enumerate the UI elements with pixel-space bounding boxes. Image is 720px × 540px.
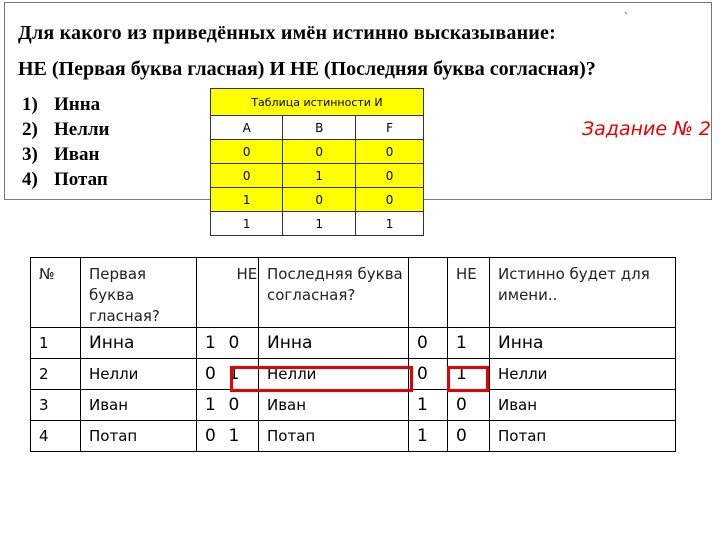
header-number: № xyxy=(31,258,81,328)
answer-option: 1) Инна xyxy=(22,94,101,115)
answer-option: 3) Иван xyxy=(22,144,100,165)
truth-table xyxy=(210,88,424,236)
truth-row: 1 1 1 xyxy=(211,212,424,236)
solution-table xyxy=(30,257,676,452)
truth-row: 0 1 0 xyxy=(211,164,424,188)
header-result: Истинно будет для имени.. xyxy=(490,258,676,328)
highlight-box-ivan xyxy=(230,366,413,392)
truth-table-title: Таблица истинности И xyxy=(211,89,424,116)
header-blank xyxy=(409,258,448,328)
table-row: 2 Нелли 0 1 Нелли 0 1 Нелли xyxy=(31,359,676,390)
table-row: 3 Иван 1 0 Иван 1 0 Иван xyxy=(31,390,676,421)
question-line-2: НЕ (Первая буква гласная) И НЕ (Последняя буква согласная)? xyxy=(18,58,596,80)
truth-header: F xyxy=(356,116,424,140)
table-header-row xyxy=(31,258,676,328)
answer-option: 2) Нелли xyxy=(22,119,110,140)
header-last-letter: Последняя буква согласная? xyxy=(259,258,409,328)
highlight-box-not xyxy=(447,366,489,392)
truth-row: 0 0 0 xyxy=(211,140,424,164)
truth-header: B xyxy=(283,116,356,140)
header-first-letter: Первая буква гласная? xyxy=(81,258,197,328)
tick-mark: ` xyxy=(624,10,628,24)
header-not-2: НЕ xyxy=(448,258,490,328)
truth-row: 1 0 0 xyxy=(211,188,424,212)
truth-header: A xyxy=(211,116,283,140)
answer-option: 4) Потап xyxy=(22,169,108,190)
answer-options xyxy=(22,92,109,192)
table-row: 1 Инна 1 0 Инна 0 1 Инна xyxy=(31,328,676,359)
table-row: 4 Потап 0 1 Потап 1 0 Потап xyxy=(31,421,676,452)
header-not-1: НЕ xyxy=(229,258,259,328)
task-number-label: Задание № 2 xyxy=(582,118,711,140)
question-line-1: Для какого из приведённых имён истинно высказывание: xyxy=(18,22,556,44)
